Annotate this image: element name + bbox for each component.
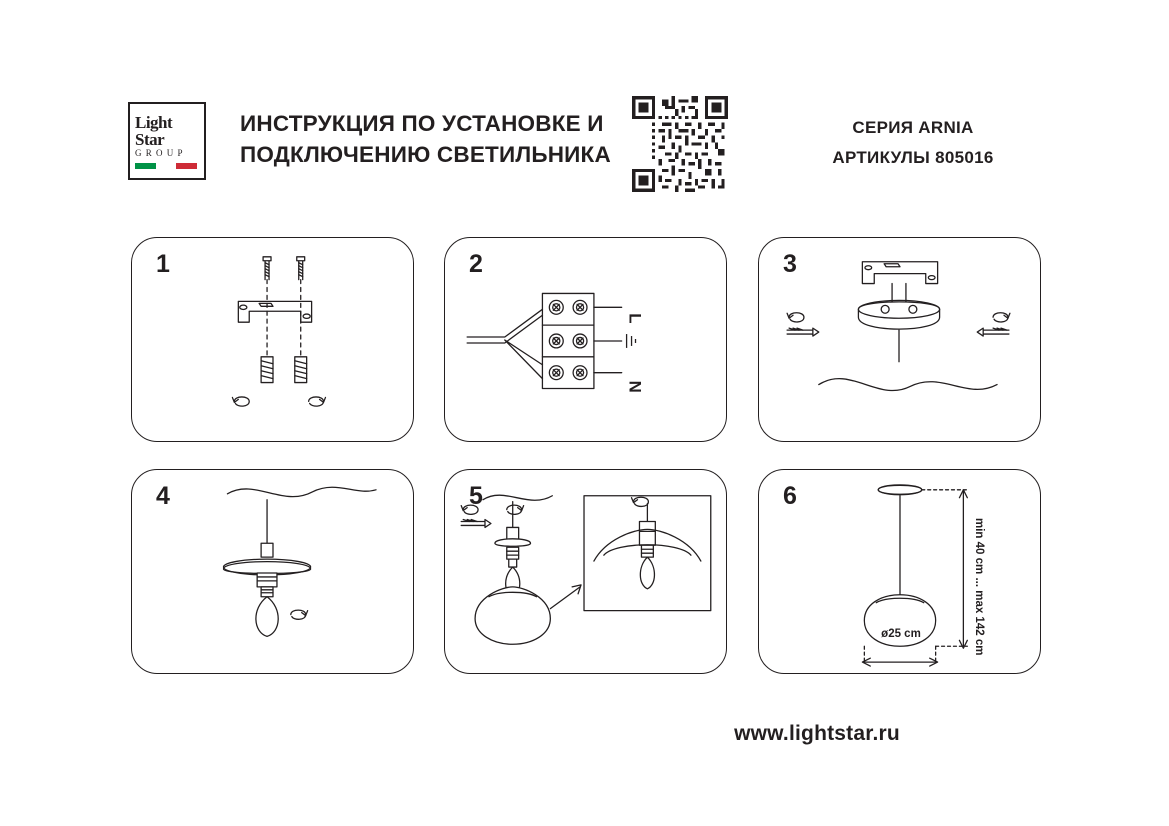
qr-code-icon xyxy=(632,96,728,192)
page-title: ИНСТРУКЦИЯ ПО УСТАНОВКЕ И ПОДКЛЮЧЕНИЮ СВЕТИЛЬНИКА xyxy=(240,111,611,167)
svg-text:L: L xyxy=(625,313,645,324)
lightstar-group-logo xyxy=(128,102,206,180)
step-number-1: 1 xyxy=(156,250,170,278)
step-number-2: 2 xyxy=(469,250,483,278)
step-card-6 xyxy=(758,469,1041,674)
logo-line-group: G R O U P xyxy=(135,147,184,158)
website-link[interactable]: www.lightstar.ru xyxy=(734,722,900,745)
logo-line-star: Star xyxy=(135,129,165,149)
step-number-4: 4 xyxy=(156,482,170,510)
terminal-block-illustration xyxy=(445,238,726,441)
steps-grid xyxy=(131,237,1041,687)
step-card-2 xyxy=(444,237,727,442)
step-number-6: 6 xyxy=(783,482,797,510)
canopy-mount-illustration xyxy=(759,238,1040,441)
logo-line-light: Light xyxy=(135,112,173,132)
header xyxy=(128,96,1048,191)
step-card-3 xyxy=(758,237,1041,442)
step-number-5: 5 xyxy=(469,482,483,510)
series-label: СЕРИЯ ARNIA xyxy=(852,118,974,137)
svg-text:N: N xyxy=(625,380,645,393)
diameter-dimension-label: ø25 cm xyxy=(881,628,921,640)
height-dimension-label: min 40 cm ... max 142 cm xyxy=(973,518,985,656)
italian-flag-icon xyxy=(135,163,197,169)
step-card-4 xyxy=(131,469,414,674)
glass-shade-illustration xyxy=(445,470,726,673)
finished-fixture-illustration xyxy=(759,470,1040,673)
series-info xyxy=(778,113,1048,173)
step-number-3: 3 xyxy=(783,250,797,278)
article-label: АРТИКУЛЫ 805016 xyxy=(832,148,994,167)
socket-lamp-illustration xyxy=(132,470,413,673)
step-card-5 xyxy=(444,469,727,674)
footer xyxy=(0,722,1169,746)
step-card-1 xyxy=(131,237,414,442)
mounting-bracket-illustration xyxy=(132,238,413,441)
